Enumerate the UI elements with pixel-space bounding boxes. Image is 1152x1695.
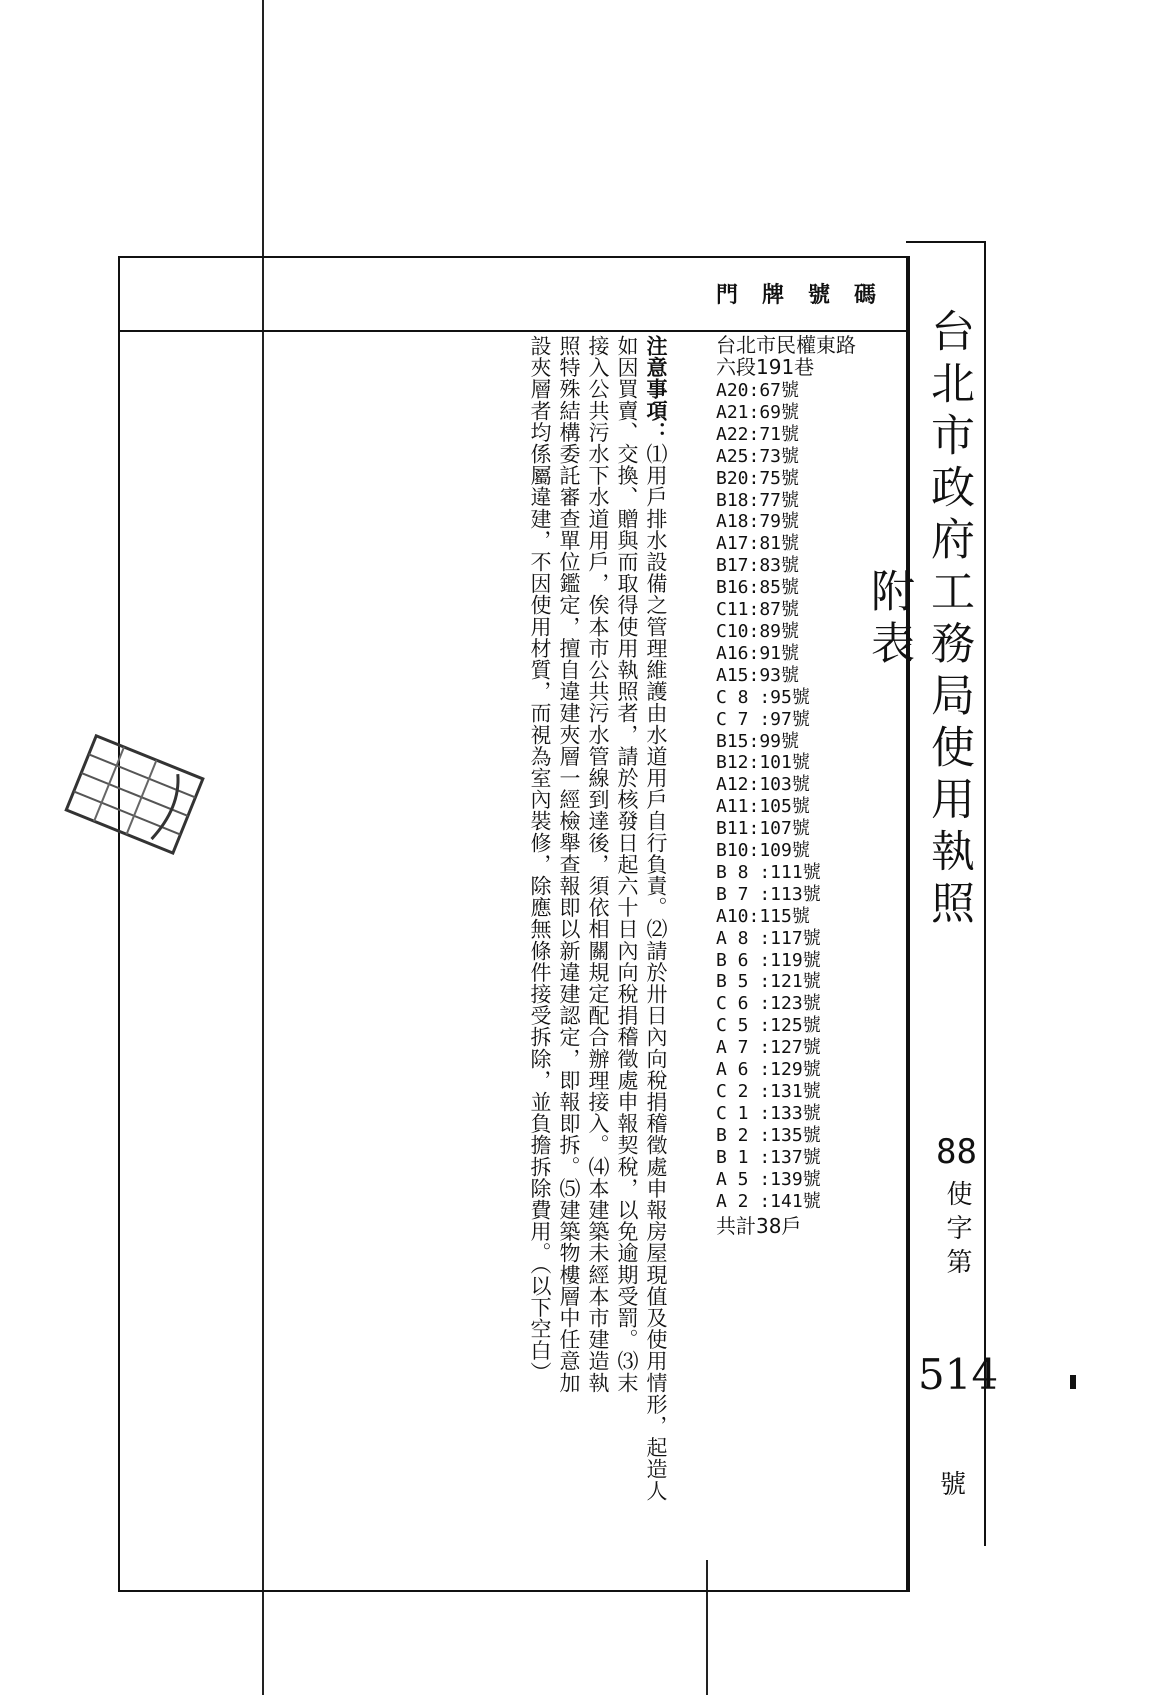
doorplate-entry: B 5 :121號 <box>716 971 821 993</box>
notes-col-3: 接入公共污水下水道用戶，俟本市公共污水管線到達後，須依相關規定配合辦理接入。⑷本建築未經本市建造執 <box>586 335 610 1394</box>
notes-col-2: 如因買賣、交換、贈與而取得使用執照者，請於核發日起六十日內向稅捐稽徵處申報契稅，以免逾期受罰。⑶末 <box>615 335 639 1394</box>
address-block <box>716 334 896 378</box>
doorplate-entry: B17:83號 <box>716 555 800 577</box>
doorplate-entry: C10:89號 <box>716 620 800 642</box>
permit-number: 514 <box>918 1350 999 1399</box>
notes-section <box>520 335 670 1575</box>
doorplate-entry: B10:109號 <box>716 840 810 862</box>
doorplate-entry: C 6 :123號 <box>716 993 821 1015</box>
doorplate-entry: A21:69號 <box>716 401 800 423</box>
doorplate-entry: B 1 :137號 <box>716 1146 821 1168</box>
doorplate-entry: B11:107號 <box>716 818 810 840</box>
doorplate-entry: B 6 :119號 <box>716 949 821 971</box>
notes-col-5: 設夾層者均係屬違建，不因使用材質，而視為室內裝修，除應無條件接受拆除，並負擔拆除費用。（以下空白） <box>528 335 552 1383</box>
doorplate-entry: C 2 :131號 <box>716 1081 821 1102</box>
doorplate-entry: A25:73號 <box>716 445 800 467</box>
doorplate-entry: B12:101號 <box>716 752 810 774</box>
doorplate-entry: B15:99號 <box>716 730 800 752</box>
doorplate-entry: A16:91號 <box>716 642 800 664</box>
doorplate-entry: B18:77號 <box>716 489 800 511</box>
doorplate-entry: A15:93號 <box>716 664 800 686</box>
scan-speck <box>1070 1375 1076 1389</box>
address-line-2: 六段191巷 <box>716 355 815 379</box>
permit-suffix: 號 <box>940 1470 967 1500</box>
permit-year: 88 <box>936 1132 977 1172</box>
doorplate-entry: A17:81號 <box>716 533 800 555</box>
doorplate-entry: C 1 :133號 <box>716 1102 821 1124</box>
doorplate-entry: B 7 :113號 <box>716 883 821 905</box>
doorplate-entry: A 5 :139號 <box>716 1168 821 1190</box>
address-line-1: 台北市民權東路 <box>716 333 856 357</box>
doorplate-entry: A 2 :141號 <box>716 1190 821 1212</box>
doorplate-entry: C 7 :97號 <box>716 708 810 730</box>
document-title: 台北市政府工務局使用執照附表 <box>863 308 974 932</box>
doorplate-entry: A10:115號 <box>716 905 810 927</box>
doorplate-entry: B20:75號 <box>716 467 800 489</box>
doorplate-entry: C11:87號 <box>716 599 800 621</box>
household-total: 共計38戶 <box>716 1214 802 1238</box>
doorplate-entry: A 8 :117號 <box>716 927 821 949</box>
notes-col-4: 照特殊結構委託審查單位鑑定，擅自違建夾層一經檢舉查報即以新違建認定，即報即拆。⑸建築物樓層中任意加 <box>557 335 581 1394</box>
permit-type: 使字第 <box>942 1180 972 1282</box>
doorplate-list <box>716 380 821 1212</box>
doorplate-header: 門牌號碼 <box>716 283 901 308</box>
doorplate-entry: A 6 :129號 <box>716 1059 821 1081</box>
doorplate-entry: C 5 :125號 <box>716 1015 821 1037</box>
doorplate-entry: A12:103號 <box>716 774 810 796</box>
doorplate-entry: C 8 :95號 <box>716 686 810 708</box>
doorplate-entry: A18:79號 <box>716 511 800 533</box>
doorplate-entry: A11:105號 <box>716 796 810 818</box>
doorplate-entry: B16:85號 <box>716 577 800 599</box>
notes-heading: 注意事項： <box>644 335 668 443</box>
header-divider <box>118 330 910 332</box>
notes-col-1: ⑴用戶排水設備之管理維護由水道用戶自行負責。⑵請於卅日內向稅捐稽徵處申報房屋現值及使用情形，起造人 <box>644 443 668 1502</box>
title-column-divider <box>906 256 908 1592</box>
doorplate-entry: B 2 :135號 <box>716 1124 821 1146</box>
doorplate-entry: A22:71號 <box>716 423 800 445</box>
doorplate-entry: A 7 :127號 <box>716 1037 821 1059</box>
doorplate-entry: A20:67號 <box>716 380 800 401</box>
doorplate-entry: B 8 :111號 <box>716 861 821 883</box>
